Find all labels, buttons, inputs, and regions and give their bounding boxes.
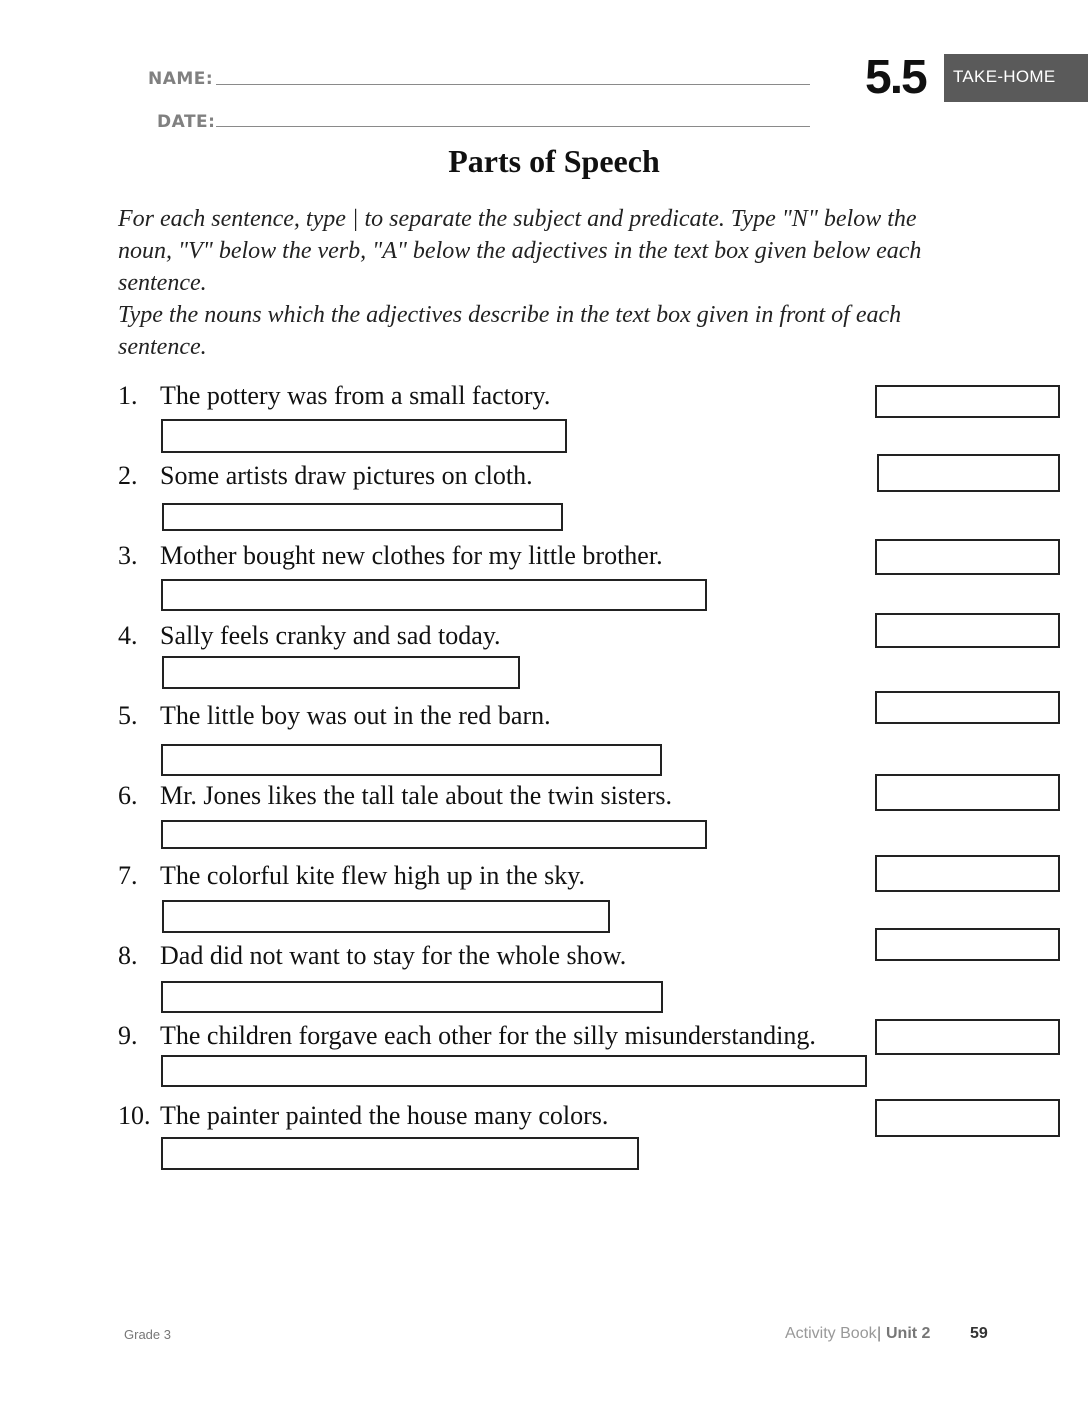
question-number: 8. bbox=[118, 941, 138, 970]
parts-of-speech-box[interactable] bbox=[161, 981, 663, 1013]
parts-of-speech-box[interactable] bbox=[161, 820, 707, 849]
lesson-number: 5.5 bbox=[865, 51, 926, 104]
date-line bbox=[216, 126, 810, 127]
question-text: Mother bought new clothes for my little brother. bbox=[160, 541, 663, 570]
parts-of-speech-box[interactable] bbox=[162, 900, 610, 933]
question-text: Some artists draw pictures on cloth. bbox=[160, 461, 533, 490]
adjective-noun-box[interactable] bbox=[875, 1019, 1060, 1055]
parts-of-speech-box[interactable] bbox=[161, 1055, 867, 1087]
instruction-line: sentence. bbox=[118, 270, 207, 296]
adjective-noun-box[interactable] bbox=[875, 691, 1060, 724]
footer-separator: | bbox=[877, 1325, 882, 1342]
instruction-line: sentence. bbox=[118, 334, 207, 360]
question-text: The pottery was from a small factory. bbox=[160, 381, 551, 410]
question-text: The colorful kite flew high up in the sky. bbox=[160, 861, 586, 890]
parts-of-speech-box[interactable] bbox=[161, 419, 567, 453]
instruction-line: Type the nouns which the adjectives describe in the text box given in front of each bbox=[118, 302, 902, 328]
question-number: 3. bbox=[118, 541, 138, 570]
footer-grade: Grade 3 bbox=[124, 1327, 171, 1342]
take-home-tag bbox=[944, 54, 1088, 102]
question-number: 1. bbox=[118, 381, 138, 410]
adjective-noun-box[interactable] bbox=[875, 385, 1060, 418]
parts-of-speech-box[interactable] bbox=[161, 579, 707, 611]
question-number: 5. bbox=[118, 701, 138, 730]
parts-of-speech-box[interactable] bbox=[162, 503, 563, 531]
instruction-line: noun, "V" below the verb, "A" below the adjectives in the text box given below each bbox=[118, 238, 922, 264]
parts-of-speech-box[interactable] bbox=[161, 744, 662, 776]
question-text: The children forgave each other for the silly misunderstanding. bbox=[160, 1021, 816, 1050]
adjective-noun-box[interactable] bbox=[875, 855, 1060, 892]
adjective-noun-box[interactable] bbox=[875, 928, 1060, 961]
question-number: 2. bbox=[118, 461, 138, 490]
footer-page-number: 59 bbox=[970, 1325, 988, 1342]
adjective-noun-box[interactable] bbox=[875, 539, 1060, 575]
name-line bbox=[216, 84, 810, 85]
question-text: Mr. Jones likes the tall tale about the twin sisters. bbox=[160, 781, 672, 810]
question-text: Sally feels cranky and sad today. bbox=[160, 621, 501, 650]
name-label: NAME: bbox=[148, 69, 214, 89]
question-text: The painter painted the house many colors. bbox=[160, 1101, 609, 1130]
instruction-line: For each sentence, type | to separate the subject and predicate. Type "N" below the bbox=[118, 206, 917, 232]
question-number: 9. bbox=[118, 1021, 138, 1050]
question-number: 7. bbox=[118, 861, 138, 890]
adjective-noun-box[interactable] bbox=[877, 454, 1060, 492]
adjective-noun-box[interactable] bbox=[875, 1099, 1060, 1137]
take-home-label: TAKE-HOME bbox=[953, 67, 1056, 86]
question-text: Dad did not want to stay for the whole show. bbox=[160, 941, 627, 970]
question-number: 10. bbox=[118, 1101, 151, 1130]
date-label: DATE: bbox=[157, 112, 216, 132]
question-text: The little boy was out in the red barn. bbox=[160, 701, 551, 730]
footer-unit: Unit 2 bbox=[886, 1325, 931, 1342]
adjective-noun-box[interactable] bbox=[875, 613, 1060, 648]
question-number: 4. bbox=[118, 621, 138, 650]
parts-of-speech-box[interactable] bbox=[162, 656, 520, 689]
adjective-noun-box[interactable] bbox=[875, 774, 1060, 811]
page-title: Parts of Speech bbox=[448, 143, 660, 179]
question-number: 6. bbox=[118, 781, 138, 810]
footer-book: Activity Book bbox=[785, 1325, 877, 1342]
parts-of-speech-box[interactable] bbox=[161, 1137, 639, 1170]
